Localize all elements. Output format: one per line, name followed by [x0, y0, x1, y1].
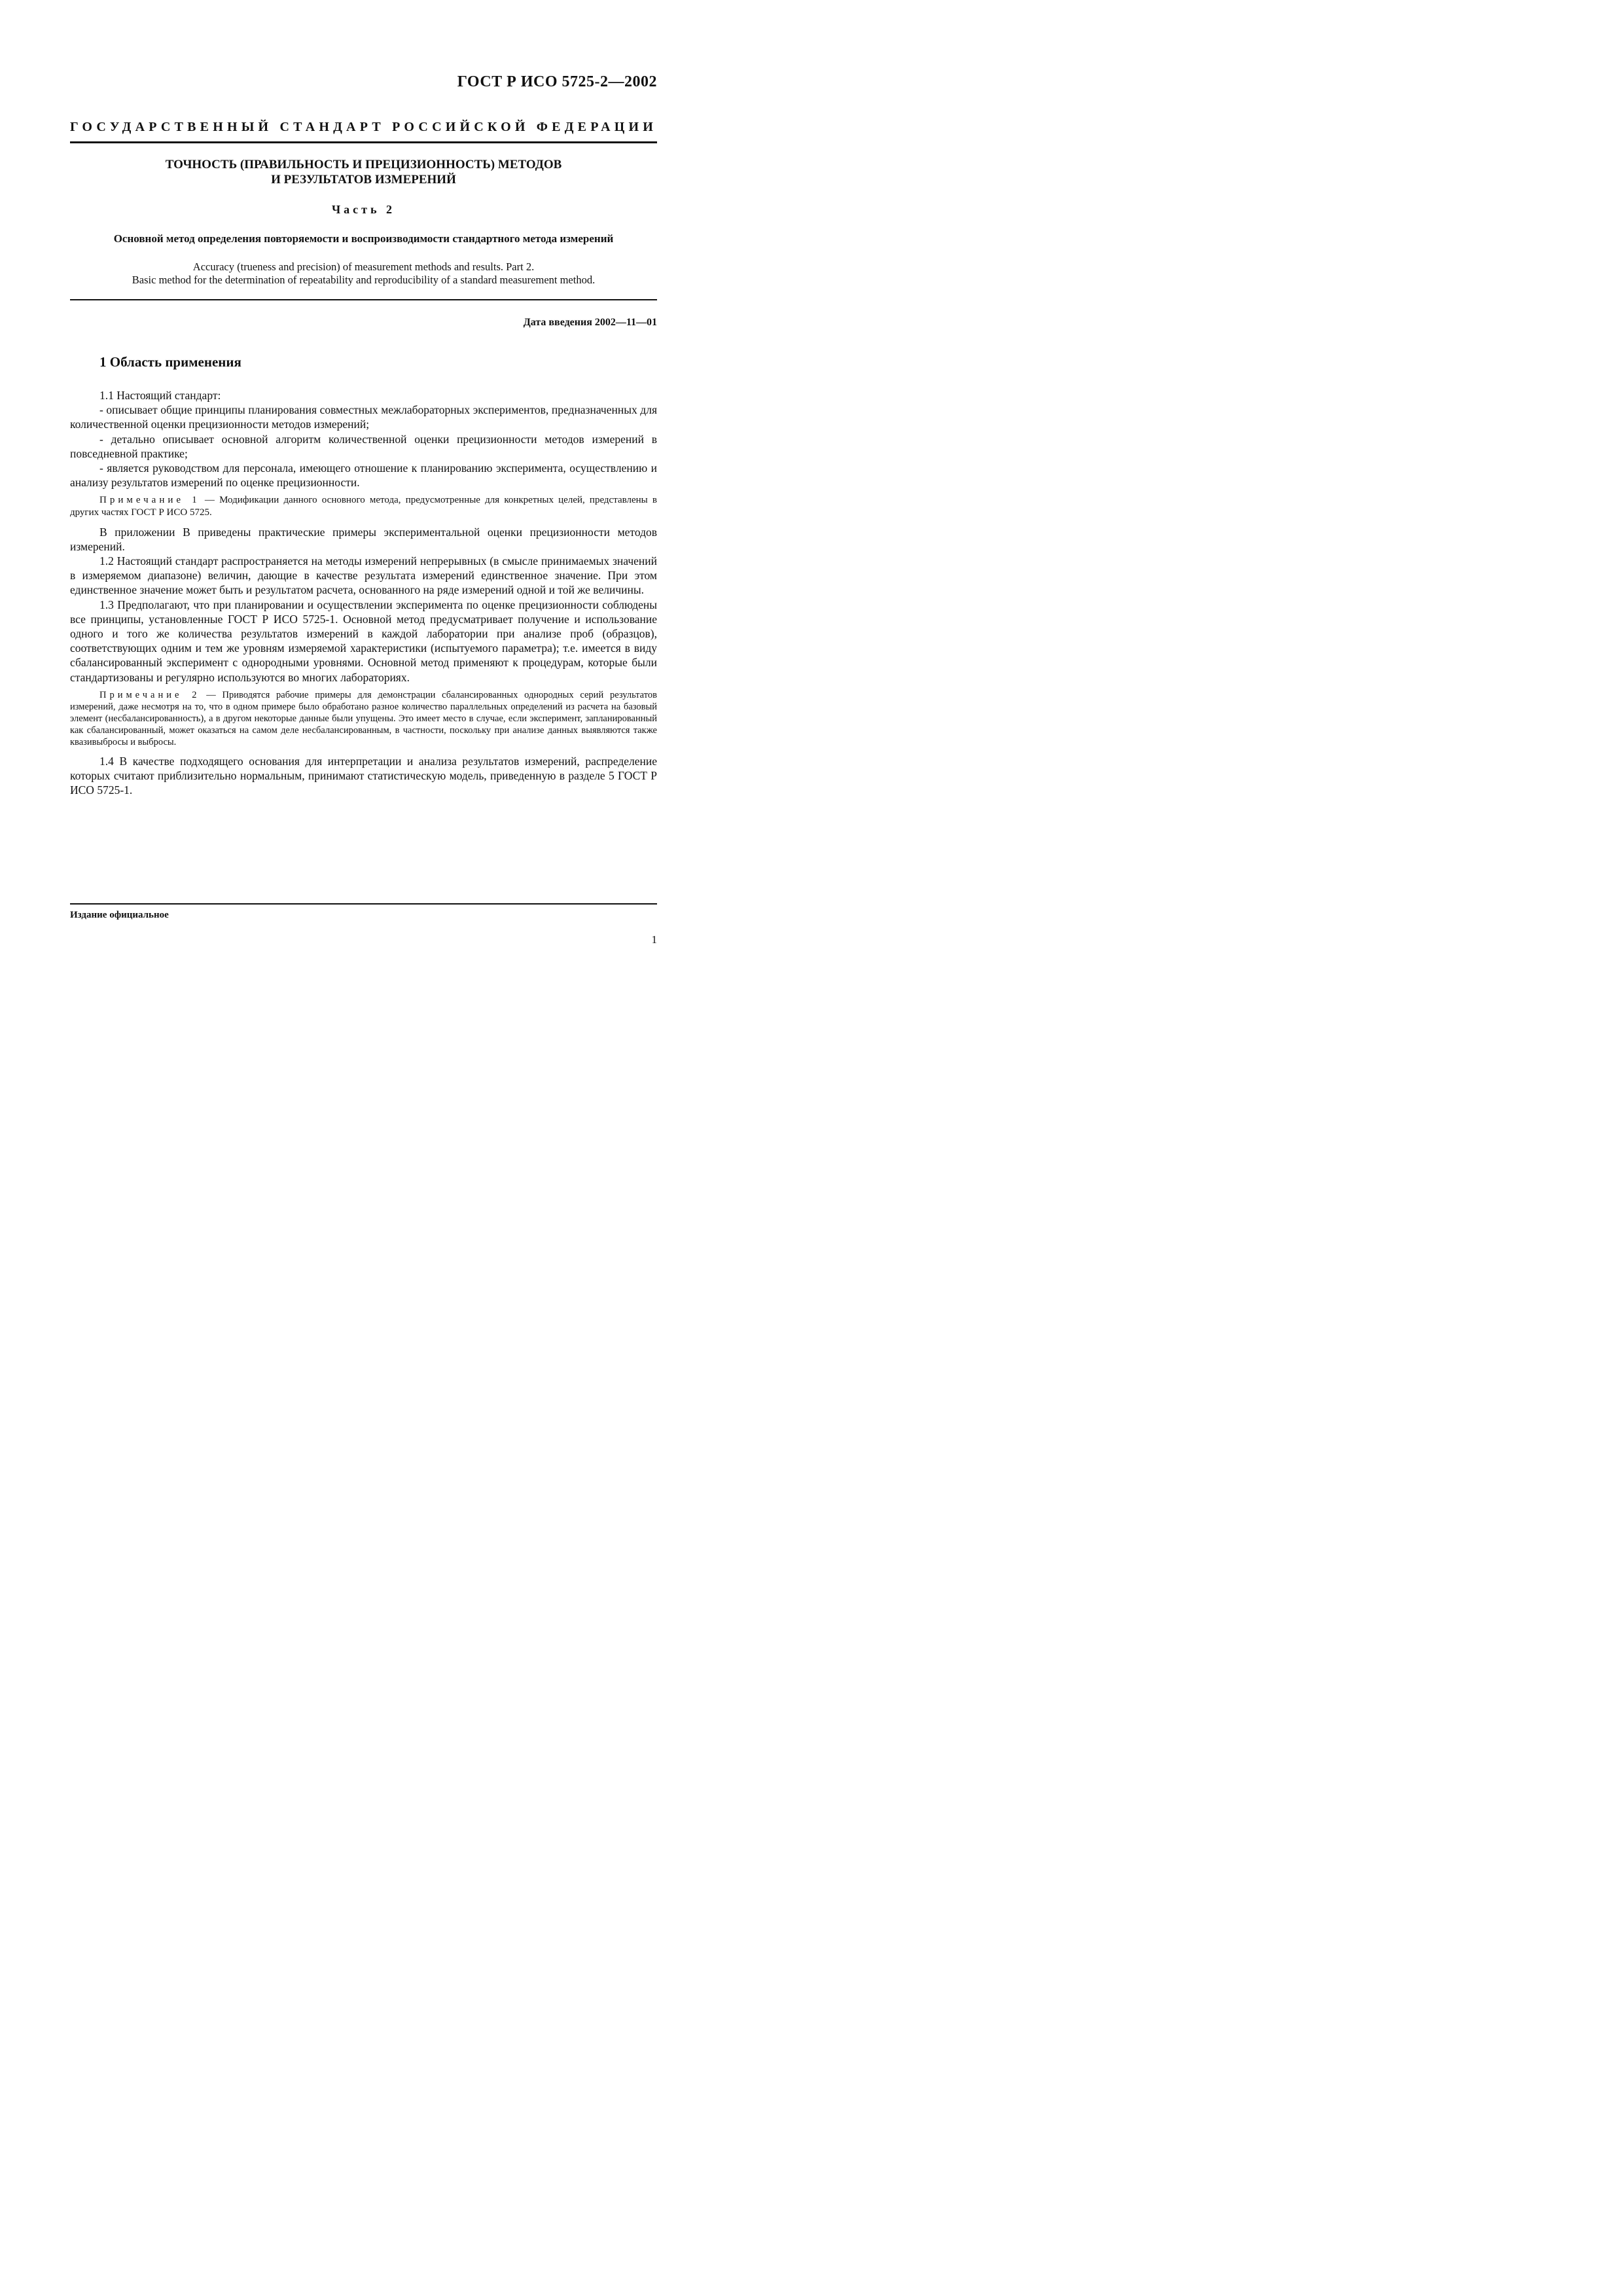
list-item: - описывает общие принципы планирования совместных межлабораторных экспериментов, предназначенных для количественной оценки прецизионности методов измерений;: [70, 403, 657, 431]
paragraph-appendix-b: В приложении В приведены практические примеры экспериментальной оценки прецизионности методов измерений.: [70, 525, 657, 553]
introduction-date: Дата введения 2002—11—01: [523, 317, 657, 328]
document-title: [70, 157, 657, 187]
title-line: ТОЧНОСТЬ (ПРАВИЛЬНОСТЬ И ПРЕЦИЗИОННОСТЬ) МЕТОДОВ: [165, 158, 562, 171]
english-title: [70, 260, 657, 287]
part-label: Часть 2: [331, 203, 396, 216]
note-text: — Приводятся рабочие примеры для демонстрации сбалансированных однородных серий результатов измерений, даже несмотря на то, что в одном примере было обработано разное количество параллельных определений из расчета на базовый элемент (несбалансированность), а в другом некоторые данные были упущены. Это имеет место в случае, если эксперимент, запланированный как сбалансированный, может оказаться на самом деле несбалансированным, в частности, поскольку при анализе данных выявляются также квазивыбросы и выбросы.: [70, 689, 657, 747]
note-1: [70, 494, 657, 518]
note-label: Примечание 2: [99, 689, 200, 700]
list-item: - детально описывает основной алгоритм количественной оценки прецизионности методов измерений в повседневной практике;: [70, 432, 657, 460]
paragraph-1-2: 1.2 Настоящий стандарт распространяется на методы измерений непрерывных (в смысле принимаемых значений в измеряемом диапазоне) величин, дающие в качестве результата измерений единственное значение. При этом единственное значение может быть и результатом расчета, основанного на ряде измерений одной и той же величины.: [70, 554, 657, 597]
title-line: И РЕЗУЛЬТАТОВ ИЗМЕРЕНИЙ: [271, 173, 456, 187]
document-subtitle: Основной метод определения повторяемости и воспроизводимости стандартного метода измерений: [113, 232, 614, 245]
note-text: — Модификации данного основного метода, предусмотренные для конкретных целей, представлены в других частях ГОСТ Р ИСО 5725.: [70, 495, 657, 518]
page-number: 1: [651, 933, 657, 946]
paragraph-1-3: 1.3 Предполагают, что при планировании и осуществлении эксперимента по оценке прецизионности соблюдены все принципы, установленные ГОСТ Р ИСО 5725-1. Основной метод предусматривает получение и использование одного и того же количества результатов измерений в каждой лаборатории при анализе проб (образцов), соответствующих одним и тем же уровням измеряемой характеристики (испытуемого параметра); т.е. имеется в виду сбалансированный эксперимент с однородными уровнями. Основной метод применяют к процедурам, которые были стандартизованы и регулярно используются во многих лабораториях.: [70, 598, 657, 684]
note-2: [70, 689, 657, 748]
section-body: [70, 388, 657, 797]
header-divider: [70, 141, 657, 143]
english-title-line: Accuracy (trueness and precision) of measurement methods and results. Part 2.: [192, 260, 535, 273]
official-edition-label: Издание официальное: [70, 910, 169, 920]
state-standard-header: [70, 120, 657, 135]
state-header-word: ФЕДЕРАЦИИ: [536, 120, 657, 134]
paragraph-1-4: 1.4 В качестве подходящего основания для интерпретации и анализа результатов измерений, распределение которых считают приблизительно нормальным, принимают статистическую модель, приведенную в разделе 5 ГОСТ Р ИСО 5725-1.: [70, 754, 657, 797]
footer-divider: [70, 903, 657, 905]
list-item: - является руководством для персонала, имеющего отношение к планированию эксперимента, осуществлению и анализу результатов измерений по оценке прецизионности.: [70, 461, 657, 490]
english-title-line: Basic method for the determination of repeatability and reproducibility of a standard measurement method.: [132, 274, 596, 286]
paragraph-1-1-intro: 1.1 Настоящий стандарт:: [99, 389, 221, 402]
document-page: [0, 0, 720, 1018]
state-header-word: РОССИЙСКОЙ: [392, 120, 529, 134]
document-number: ГОСТ Р ИСО 5725-2—2002: [457, 73, 657, 90]
note-label: Примечание 1: [99, 495, 200, 506]
title-divider: [70, 299, 657, 300]
section-heading: 1 Область применения: [99, 354, 241, 370]
state-header-word: ГОСУДАРСТВЕННЫЙ: [70, 120, 273, 134]
state-header-word: СТАНДАРТ: [279, 120, 385, 134]
